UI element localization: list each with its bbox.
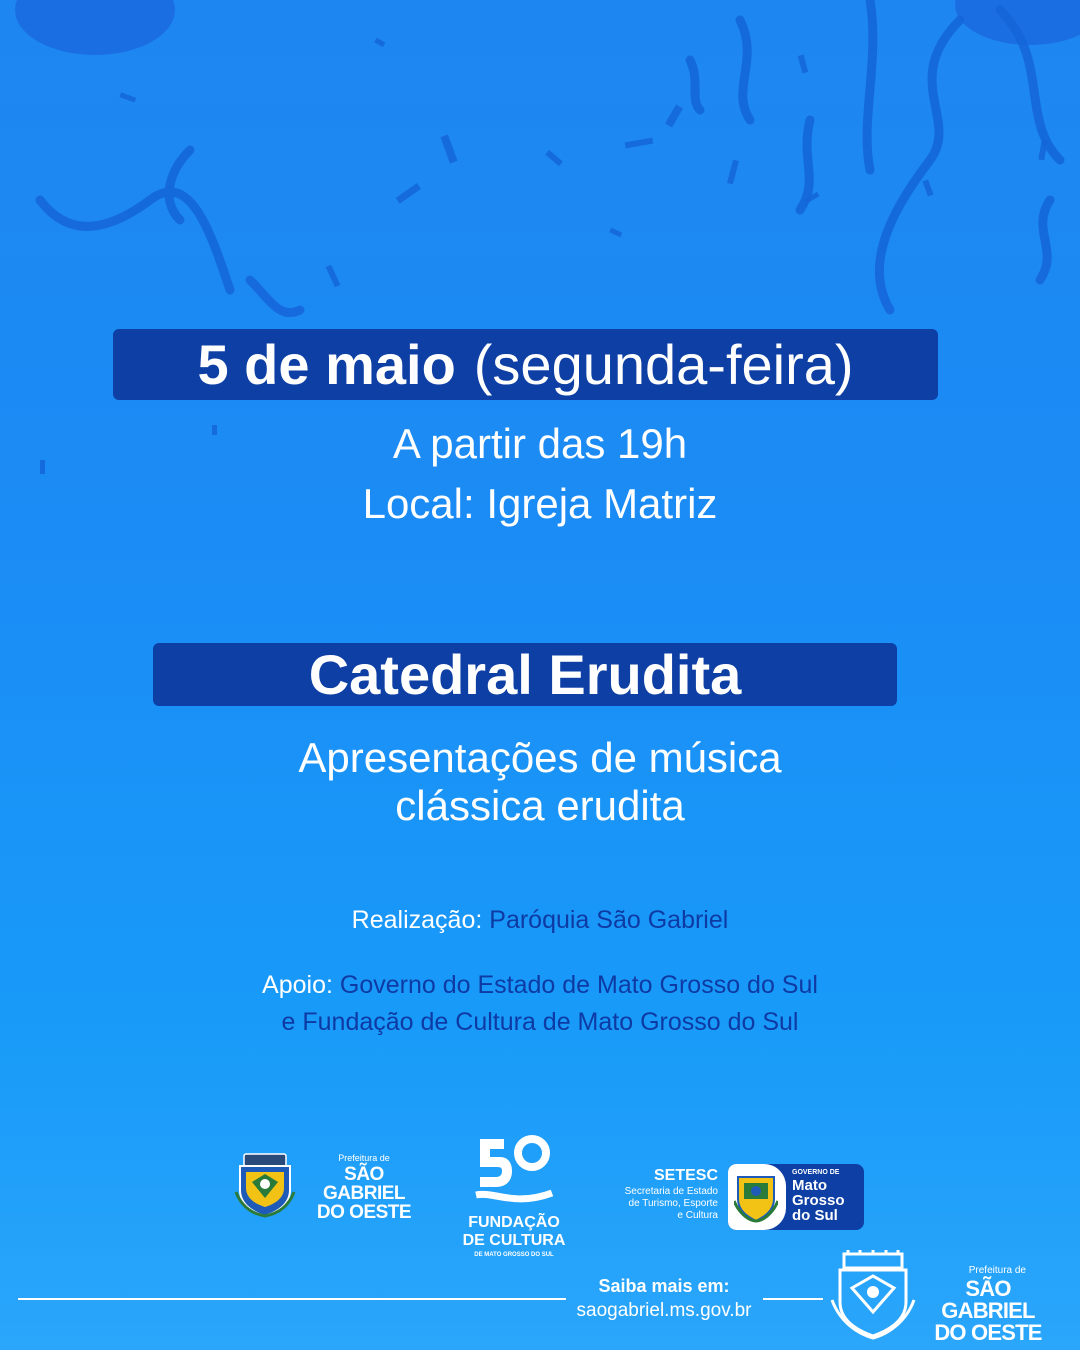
event-date-banner [113,329,938,400]
program-title: Catedral Erudita [308,643,742,706]
setesc-line2: de Turismo, Esporte [628,1198,718,1209]
footer-divider-right [763,1298,823,1300]
prefeitura-line1: SÃO GABRIEL [323,1164,405,1204]
city-coat-of-arms-icon [234,1152,296,1218]
footer-cta: Saiba mais em: [598,1276,730,1296]
fundacao-cultura-logo [458,1135,570,1260]
event-time: A partir das 19h [392,420,688,467]
city-coat-of-arms-icon [830,1250,916,1340]
footer-brand-line1: SÃO GABRIEL [941,1276,1035,1323]
support-value-line2: e Fundação de Cultura de Mato Grosso do Sul [281,1008,799,1036]
governo-line2: Grosso [792,1192,845,1209]
program-description-line2: clássica erudita [395,782,685,829]
governo-line3: do Sul [792,1207,838,1224]
setesc-title: SETESC [653,1167,718,1184]
fundacao-line2: DE CULTURA [462,1232,566,1249]
footer-url[interactable]: saogabriel.ms.gov.br [576,1300,752,1321]
footer-brand [920,1266,1056,1344]
support-label: Apoio: [262,971,333,999]
governo-line1: Mato [792,1177,827,1194]
support-value-line1: Governo do Estado de Mato Grosso do Sul [339,971,818,999]
program-title-banner [153,643,897,706]
realization-credit [0,906,1080,935]
prefeitura-logo [234,1150,424,1223]
footer-brand-line2: DO OESTE [934,1320,1042,1345]
support-credit-line2 [0,1008,1080,1037]
footer-brand-small: Prefeitura de [968,1265,1026,1276]
fundacao-line1: FUNDAÇÃO [468,1214,560,1231]
fundacao-cultura-mark-icon [474,1135,554,1207]
setesc-line1: Secretaria de Estado [624,1186,718,1197]
support-credit [0,971,1080,1000]
fundacao-line3: DE MATO GROSSO DO SUL [474,1252,554,1258]
state-coat-of-arms-icon [734,1171,778,1223]
setesc-line3: e Cultura [677,1210,718,1221]
sponsor-logos [0,1130,1080,1260]
event-location: Local: Igreja Matriz [362,480,718,527]
footer-divider-left [18,1298,566,1300]
event-weekday: (segunda-feira) [473,333,854,396]
setesc-logo [610,1168,722,1228]
governo-small-text: GOVERNO DE [792,1169,840,1176]
prefeitura-line2: DO OESTE [316,1202,412,1223]
prefeitura-small-text: Prefeitura de [338,1153,390,1163]
program-description-line1: Apresentações de música [298,734,782,781]
governo-ms-logo [728,1164,864,1230]
realization-label: Realização: [351,906,483,934]
event-date: 5 de maio [197,333,456,396]
realization-value: Paróquia São Gabriel [489,906,729,934]
